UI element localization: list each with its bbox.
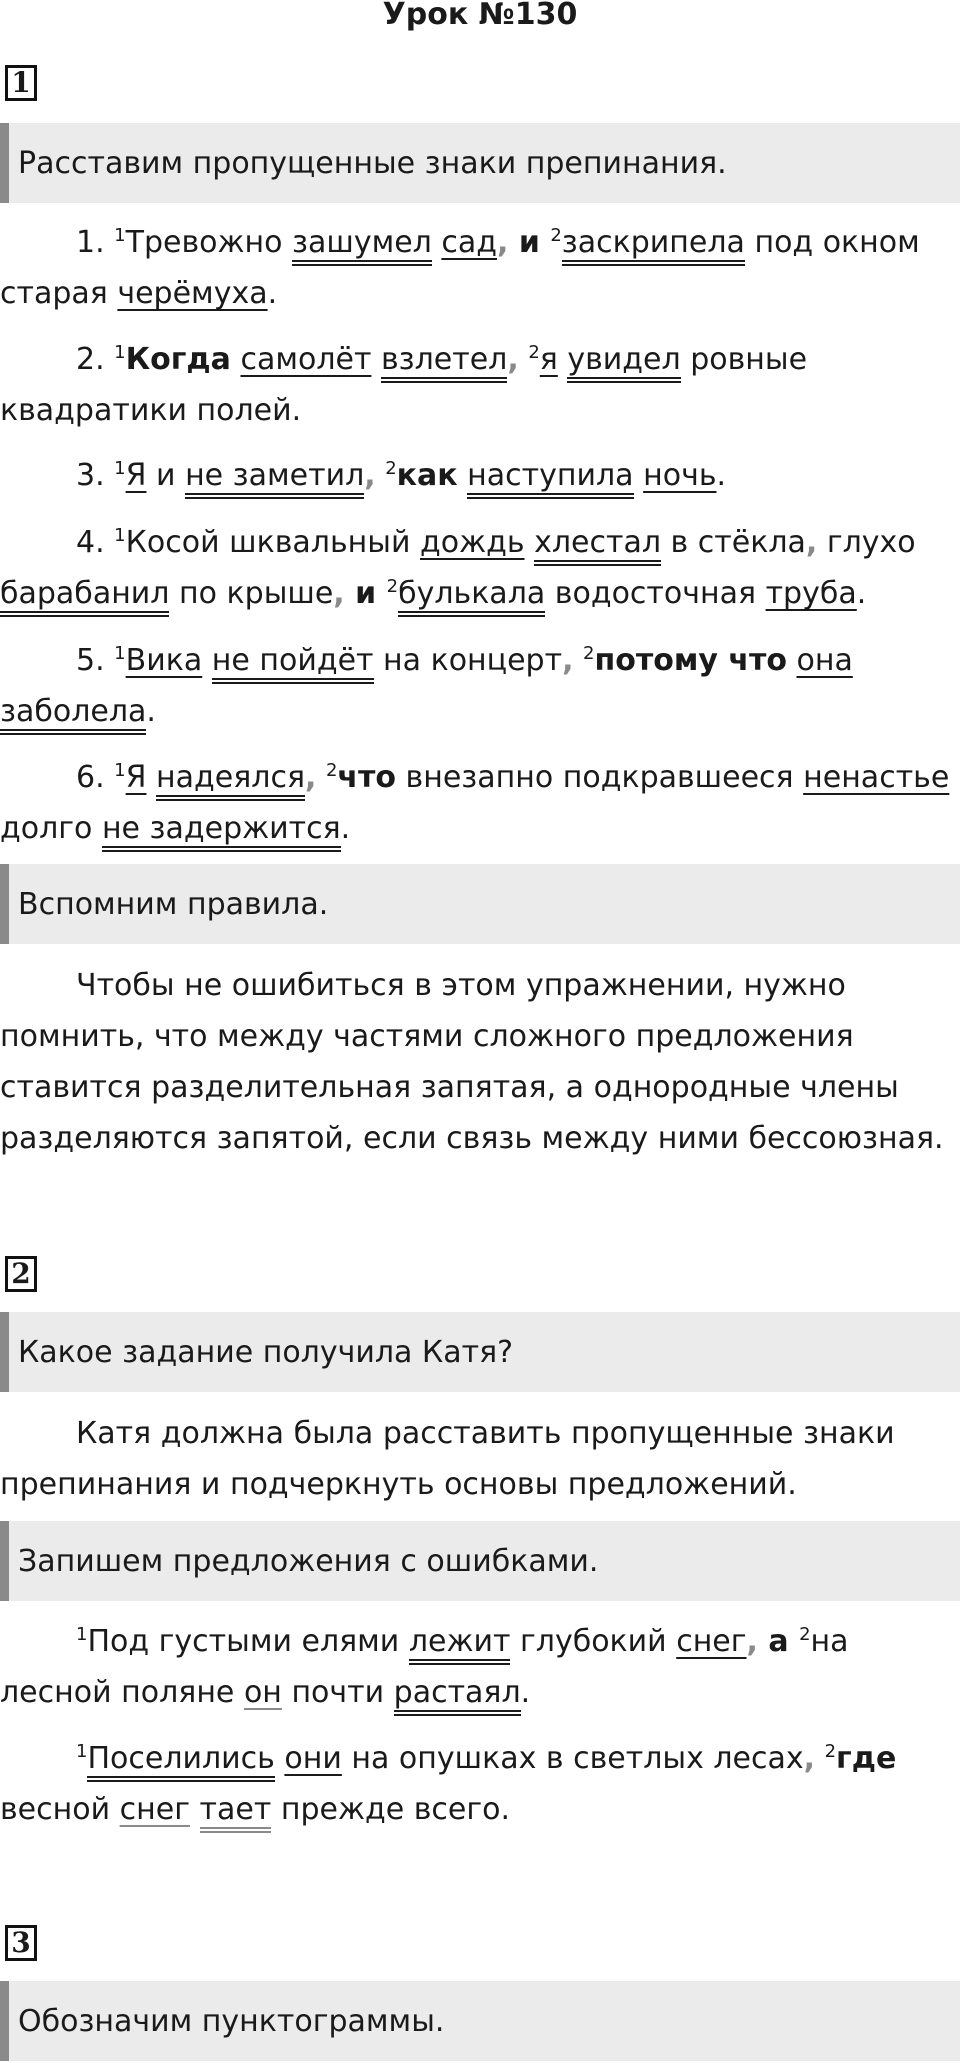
task2-answer: Катя должна была расставить пропущенные знаки препинания и подчеркнуть основы предложений. [0,1416,895,1502]
predicate: лежит [409,1624,511,1665]
errors-bar: Запишем предложения с ошибками. [0,1521,960,1601]
subject: снег [119,1792,190,1827]
predicate: Поселились [87,1741,274,1782]
predicate: барабанил [0,576,169,617]
subject: они [284,1741,342,1776]
predicate: надеялся [156,760,305,801]
predicate: хлестал [534,525,661,566]
sentence-3: 3. $^1$Я и не заметил, $^2$как наступила ночь. [0,450,960,501]
inserted-comma: , [746,1624,758,1659]
inserted-comma: , [364,458,376,493]
sentence-5: 5. $^1$Вика не пойдёт на концерт, $^2$потому что она заболела. [0,635,960,737]
predicate: булькала [398,576,545,617]
subject: снег [676,1624,747,1659]
inserted-comma: , [497,225,509,260]
subject: черёмуха [117,276,268,311]
rules-bar: Вспомним правила. [0,864,960,944]
subject: Я [125,458,147,493]
predicate: увидел [567,342,680,383]
predicate: растаял [394,1675,521,1716]
subject: Я [125,760,147,795]
sentence-2: 2. $^1$Когда самолёт взлетел, $^2$я увидел ровные квадратики полей. [0,342,808,428]
predicate: зашумел [292,225,432,266]
predicate: заскрипела [562,225,745,266]
inserted-comma: , [805,525,818,560]
subject: я [539,342,558,377]
predicate: наступила [467,458,633,499]
error-sentence-1: $^1$Под густыми елями лежит глубокий снег, а $^2$на лесной поляне он почти растаял. [0,1616,960,1718]
task1-instruction-bar: Расставим пропущенные знаки препинания. [0,123,960,203]
predicate: не пойдёт [212,643,374,684]
error-sentence-2: $^1$Поселились они на опушках в светлых лесах, $^2$где весной снег тает прежде всего. [0,1733,960,1835]
predicate: взлетел [381,342,507,383]
subject: самолёт [240,342,372,377]
subject: ночь [643,458,717,493]
subject: она [796,643,853,678]
task-number-1: 1 [5,65,37,101]
page-title: Урок №130 [382,0,578,32]
sentence-4: 4. $^1$Косой шквальный дождь хлестал в стёкла, глухо барабанил по крыше, и $^2$булькала водосточная труба. [0,517,960,619]
predicate: не задержится [102,811,341,852]
inserted-comma: , [803,1741,816,1776]
subject: Вика [125,643,203,678]
inserted-comma: , [507,342,519,377]
rule-text: Чтобы не ошибиться в этом упражнении, нужно помнить, что между частями сложного предложения ставится разделительная запятая, а однородные члены разделяются запятой, если связь между ними бессоюзная. [0,968,944,1156]
subject: он [243,1675,282,1710]
sentence-1: 1. $^1$Тревожно зашумел сад, и $^2$заскрипела под окном старая черёмуха. [0,225,920,311]
subject: дождь [420,525,525,560]
task-number-2: 2 [5,1256,37,1292]
predicate: не заметил [185,458,364,499]
inserted-comma: , [333,576,345,611]
sentence-6: 6. $^1$Я надеялся, $^2$что внезапно подкравшееся ненастье долго не задержится. [0,752,960,854]
task2-question-bar: Какое задание получила Катя? [0,1312,960,1392]
task-number-3: 3 [5,1925,37,1961]
subject: труба [765,576,857,611]
predicate: тает [200,1792,272,1833]
inserted-comma: , [305,760,317,795]
predicate: заболела [0,694,146,735]
subject: сад [441,225,498,260]
subject: ненастье [803,760,950,795]
inserted-comma: , [562,643,574,678]
task3-instruction-bar: Обозначим пунктограммы. [0,1981,960,2061]
